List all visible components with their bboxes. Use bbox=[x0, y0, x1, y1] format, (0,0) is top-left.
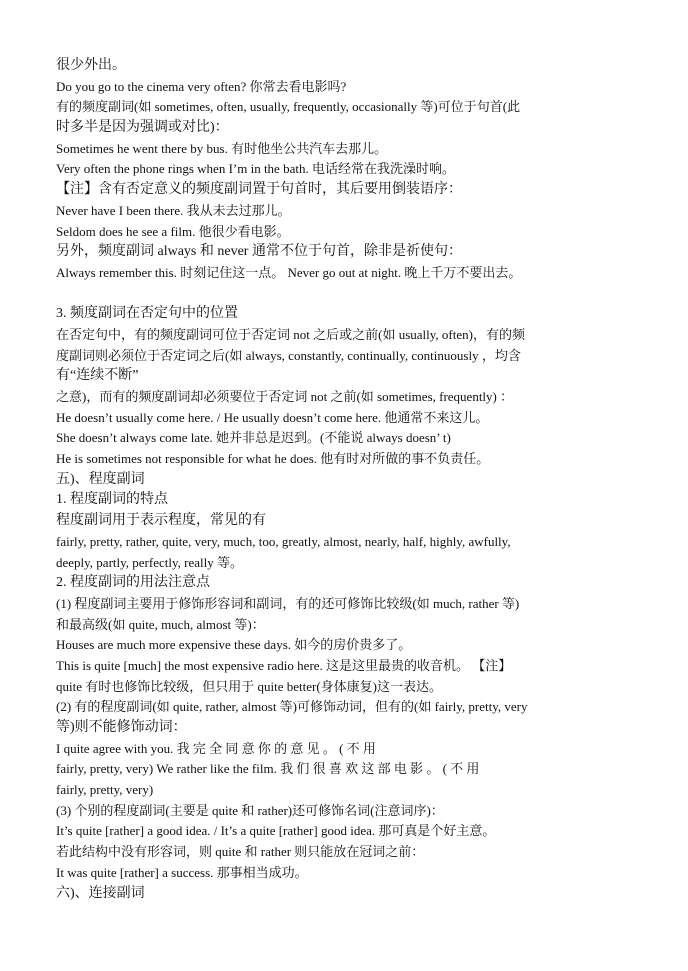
text-line: She doesn’t always come late. 她并非总是迟到。(不能说 always doesn’ t) bbox=[56, 430, 451, 446]
text-line: 有的频度副词(如 sometimes, often, usually, frequently, occasionally 等)可位于句首(此 bbox=[56, 99, 521, 115]
text-line: (1) 程度副词主要用于修饰形容词和副词，有的还可修饰比较级(如 much, rather 等) bbox=[56, 595, 520, 611]
text-line: fairly, pretty, very) We rather like the film. 我 们 很 喜 欢 这 部 电 影 。 ( 不 用 bbox=[56, 761, 480, 777]
text-line: I quite agree with you. 我 完 全 同 意 你 的 意 见 。 ( 不 用 bbox=[56, 740, 376, 756]
text-line: 程度副词用于表示程度，常见的有 bbox=[56, 513, 266, 529]
text-line: It was quite [rather] a success. 那事相当成功。 bbox=[56, 864, 308, 880]
text-line: Seldom does he see a film. 他很少看电影。 bbox=[56, 223, 290, 239]
text-line: 另外，频度副词 always 和 never 通常不位于句首，除非是祈使句： bbox=[56, 244, 462, 260]
section-heading: 2. 程度副词的用法注意点 bbox=[56, 575, 210, 591]
text-line: This is quite [much] the most expensive radio here. 这是这里最贵的收音机。 【注】 bbox=[56, 657, 512, 673]
text-line: deeply, partly, perfectly, really 等。 bbox=[56, 554, 243, 570]
text-line: Sometimes he went there by bus. 有时他坐公共汽车去那儿。 bbox=[56, 140, 388, 156]
section-heading: 1. 程度副词的特点 bbox=[56, 492, 168, 508]
blank-line bbox=[56, 284, 634, 305]
section-heading: 五)、程度副词 bbox=[56, 471, 145, 487]
text-line: 若此结构中没有形容词，则 quite 和 rather 则只能放在冠词之前： bbox=[56, 844, 425, 860]
text-line: 之意)，而有的频度副词却必须要位于否定词 not 之前(如 sometimes, frequently) ： bbox=[56, 389, 514, 404]
text-line: 时多半是因为强调或对比)： bbox=[56, 120, 229, 136]
text-line: 【注】含有否定意义的频度副词置于句首时，其后要用倒装语序： bbox=[56, 182, 462, 198]
text-line: 有“连续不断” bbox=[56, 368, 139, 384]
text-line: fairly, pretty, very) bbox=[56, 782, 154, 798]
text-line: Very often the phone rings when I’m in the bath. 电话经常在我洗澡时响。 bbox=[56, 161, 455, 177]
text-line: (3) 个别的程度副词(主要是 quite 和 rather)还可修饰名词(注意词序)： bbox=[56, 802, 444, 818]
text-line: 很少外出。 bbox=[56, 58, 126, 73]
text-line: He doesn’t usually come here. / He usually doesn’t come here. 他通常不来这儿。 bbox=[56, 409, 489, 425]
text-line: Do you go to the cinema very often? 你常去看电影吗? bbox=[56, 78, 347, 94]
text-line: 在否定句中，有的频度副词可位于否定词 not 之后或之前(如 usually, often)，有的频 bbox=[56, 326, 525, 342]
section-heading: 六)、连接副词 bbox=[56, 885, 145, 901]
text-line: fairly, pretty, rather, quite, very, much, too, greatly, almost, nearly, half, highly, awfully, bbox=[56, 533, 511, 549]
text-line: 等)则不能修饰动词： bbox=[56, 720, 187, 735]
text-line: 度副词则必须位于否定词之后(如 always, constantly, continually, continuously ，均含 bbox=[56, 347, 521, 363]
text-line: Never have I been there. 我从未去过那儿。 bbox=[56, 202, 291, 218]
text-line: It’s quite [rather] a good idea. / It’s a quite [rather] good idea. 那可真是个好主意。 bbox=[56, 823, 496, 839]
section-heading: 3. 频度副词在否定句中的位置 bbox=[56, 306, 238, 322]
text-line: Always remember this. 时刻记住这一点。 Never go out at night. 晚上千万不要出去。 bbox=[56, 264, 522, 280]
text-line: He is sometimes not responsible for what he does. 他有时对所做的事不负责任。 bbox=[56, 451, 490, 467]
text-line: 和最高级(如 quite, much, almost 等)： bbox=[56, 616, 265, 632]
text-line: (2) 有的程度副词(如 quite, rather, almost 等)可修饰动词，但有的(如 fairly, pretty, very bbox=[56, 699, 528, 715]
text-line: Houses are much more expensive these days. 如今的房价贵多了。 bbox=[56, 637, 412, 653]
text-line: quite 有时也修饰比较级，但只用于 quite better(身体康复)这一表达。 bbox=[56, 678, 442, 694]
